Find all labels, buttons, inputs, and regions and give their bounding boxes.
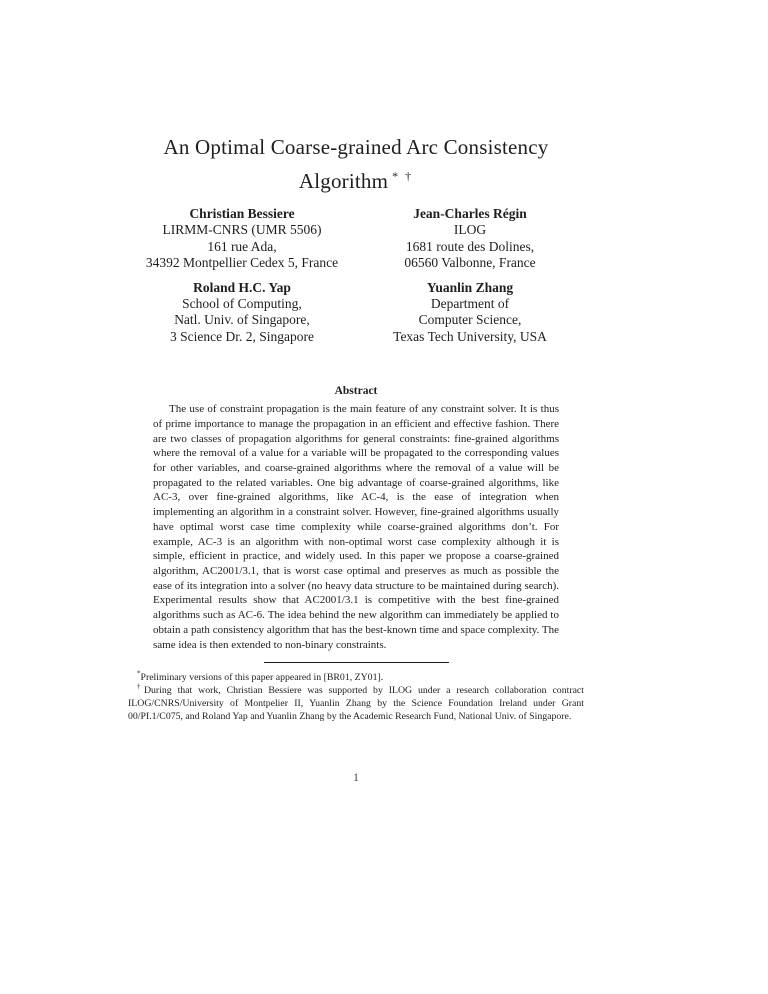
author-affiliation-line: Department of <box>430 296 510 312</box>
paper-content-column <box>128 0 584 723</box>
footnote-preliminary <box>128 671 584 684</box>
author-affiliation-line: 161 rue Ada, <box>207 238 277 254</box>
author-affiliation-line: 1681 route des Dolines, <box>405 238 535 254</box>
authors-row-1 <box>128 206 584 272</box>
authors-row-2 <box>128 280 584 346</box>
author-affiliation-line: Texas Tech University, USA <box>393 328 547 344</box>
author-name: Yuanlin Zhang <box>426 279 514 295</box>
author-affiliation-line: 34392 Montpellier Cedex 5, France <box>145 255 339 271</box>
author-affiliation-line: School of Computing, <box>182 296 302 312</box>
footnote-funding <box>128 684 584 723</box>
author-block-regin <box>356 206 584 272</box>
paper-title <box>128 0 584 201</box>
footnote-marker-dagger: † <box>137 682 144 691</box>
footnote-text: Preliminary versions of this paper appeared in [BR01, ZY01]. <box>140 672 384 684</box>
page-number: 1 <box>353 770 359 784</box>
title-line2: Algorithm <box>298 169 389 193</box>
title-line1: An Optimal Coarse-grained Arc Consistency <box>163 135 549 159</box>
author-name: Jean-Charles Régin <box>413 206 527 221</box>
author-name: Roland H.C. Yap <box>193 279 291 295</box>
author-affiliation-line: ILOG <box>453 222 487 238</box>
author-affiliation-line: 06560 Valbonne, France <box>404 255 536 271</box>
author-affiliation-line: 3 Science Dr. 2, Singapore <box>170 328 314 344</box>
author-affiliation-line: LIRMM-CNRS (UMR 5506) <box>162 222 322 238</box>
author-block-zhang <box>356 280 584 346</box>
author-affiliation-line: Natl. Univ. of Singapore, <box>174 312 310 328</box>
title-footnote-markers: * † <box>392 169 414 183</box>
author-block-yap <box>128 280 356 346</box>
footnote-rule <box>264 662 449 663</box>
author-name: Christian Bessiere <box>189 206 295 221</box>
author-affiliation-line: Computer Science, <box>418 312 522 328</box>
footnote-text: During that work, Christian Bessiere was supported by ILOG under a research collaboration contract ILOG/CNRS/University of Montpelier II, Yuanlin Zhang by the Science Foundation Ireland under Grant 00/PI.1/C075, and Roland Yap and Yuanlin Zhang by the Academic Research Fund, National Univ. of Singapore. <box>128 685 584 723</box>
abstract-section <box>128 385 584 652</box>
footnote-marker-asterisk: * <box>137 669 141 678</box>
author-block-bessiere <box>128 206 356 272</box>
abstract-heading: Abstract <box>334 385 378 398</box>
footnotes-section <box>128 671 584 723</box>
abstract-text: The use of constraint propagation is the main feature of any constraint solver. It is thus of prime importance to manage the propagation in an efficient and effective fashion. There are two classes of propagation algorithms for general constraints: fine-grained algorithms where the removal of a value for a variable will be propagated to the corresponding values for other variables, and coarse-grained algorithms where the removal of a value will be propagated to the related variables. One big advantage of coarse-grained algorithms, like AC-3, over fine-grained algorithms, like AC-4, is the ease of integration when implementing an algorithm in a constraint solver. However, fine-grained algorithms usually have optimal worst case time complexity while coarse-grained algorithms don’t. For example, AC-3 is an algorithm with non-optimal worst case complexity although it is simple, efficient in practice, and widely used. In this paper we propose a coarse-grained algorithm, AC2001/3.1, that is worst case optimal and preserves as much as possible the ease of its integration into a solver (no heavy data structure to be maintained during search). Experimental results show that AC2001/3.1 is competitive with the best fine-grained algorithms such as AC-6. The idea behind the new algorithm can immediately be applied to obtain a path consistency algorithm that has the best-known time and space complexity. The same idea is then extended to non-binary constraints. <box>153 403 559 651</box>
